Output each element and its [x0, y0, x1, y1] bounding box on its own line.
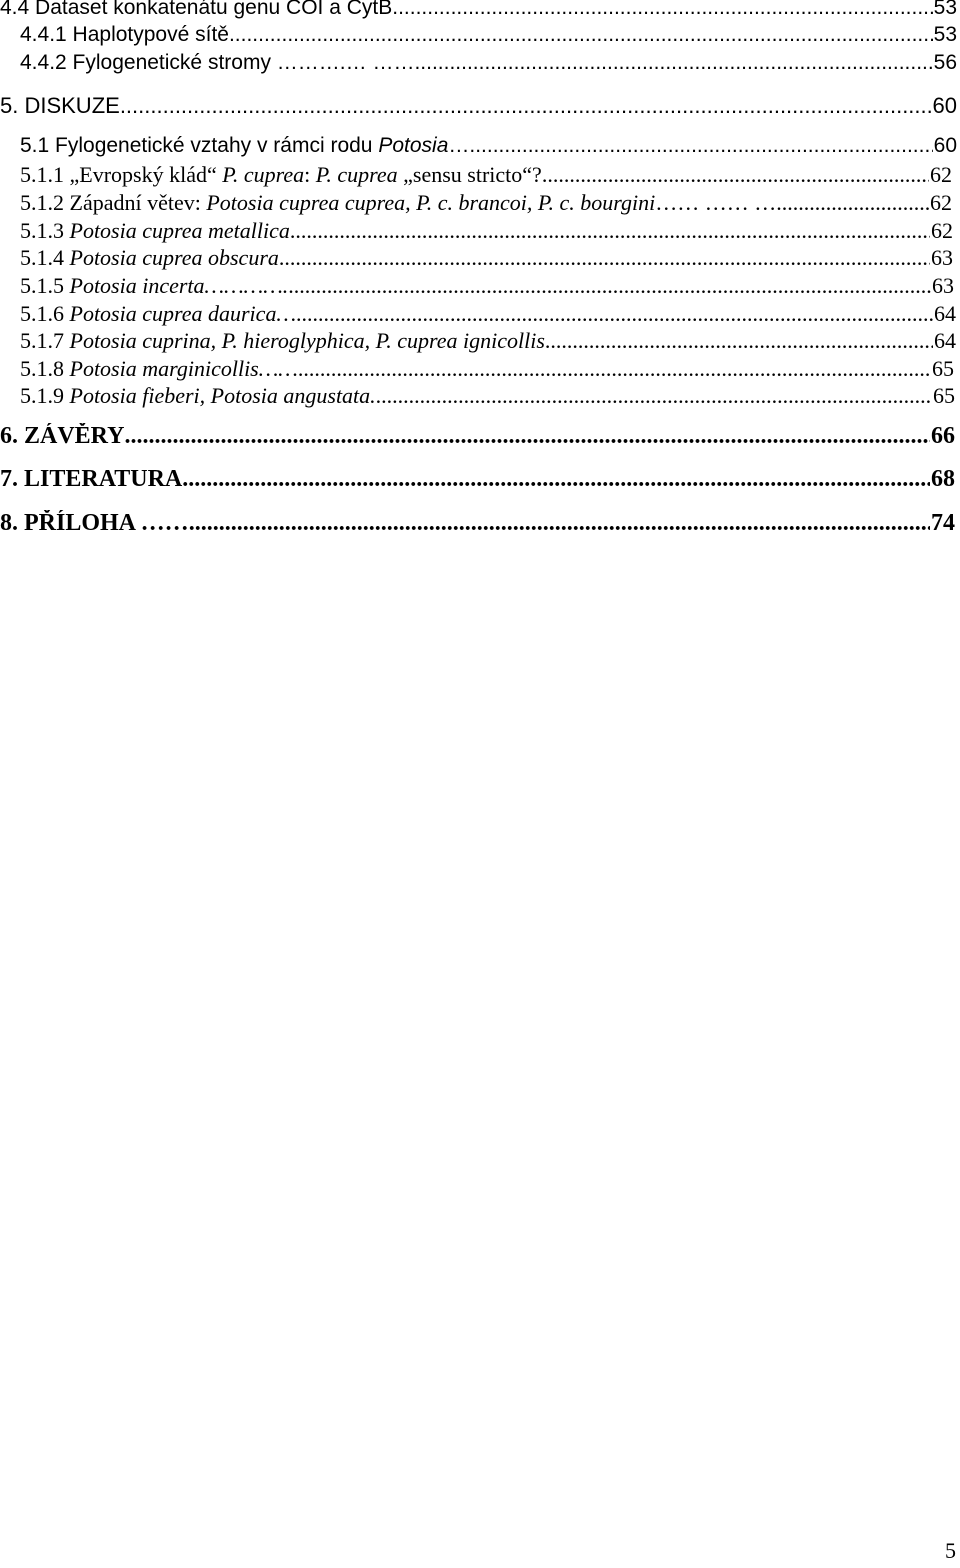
toc-entry-5-1-7[interactable]: 5.1.7 Potosia cuprina, P. hieroglyphica, P. cuprea ignicollis ..... 64	[0, 328, 956, 354]
toc-entry-4-4-1[interactable]: 4.4.1 Haplotypové sítě ..... 53	[0, 23, 957, 47]
toc-entry-5-1-8[interactable]: 5.1.8 Potosia marginicollis…… ..... 65	[0, 356, 954, 382]
toc-entry-5-1-5[interactable]: 5.1.5 Potosia incerta…………. ..... 63	[0, 273, 954, 299]
toc-entry-6[interactable]: 6. ZÁVĚRY ..... 66	[0, 423, 955, 450]
page-number: 5	[945, 1538, 956, 1563]
toc-entry-5-1-4[interactable]: 5.1.4 Potosia cuprea obscura ..... 63	[0, 245, 953, 271]
toc-entry-5-1-9[interactable]: 5.1.9 Potosia fieberi, Potosia angustata. ..... 65	[0, 383, 955, 409]
toc-entry-5-1-3[interactable]: 5.1.3 Potosia cuprea metallica ..... 62	[0, 218, 953, 244]
toc-entry-5[interactable]: 5. DISKUZE ..... 60	[0, 93, 957, 119]
toc-entry-5-1-6[interactable]: 5.1.6 Potosia cuprea daurica… ..... 64	[0, 301, 956, 327]
toc-entry-4-4[interactable]: 4.4 Dataset konkatenátu genu COI a CytB ..... 53	[0, 0, 957, 20]
toc-entry-5-1-1[interactable]: 5.1.1 „Evropský klád“ P. cuprea: P. cuprea „sensu stricto“? ..... 62	[0, 162, 952, 188]
toc-entry-4-4-2[interactable]: 4.4.2 Fylogenetické stromy ……….… …… ..... 56	[0, 51, 957, 75]
toc-entry-5-1[interactable]: 5.1 Fylogenetické vztahy v rámci rodu Potosia… ..... 60	[0, 134, 957, 158]
toc-entry-5-1-2[interactable]: 5.1.2 Západní větev: Potosia cuprea cuprea, P. c. brancoi, P. c. bourgini…… …… … ..... 62	[0, 190, 952, 216]
toc-entry-8[interactable]: 8. PŘÍLOHA …… ..... 74	[0, 510, 955, 537]
toc-entry-7[interactable]: 7. LITERATURA ..... 68	[0, 466, 955, 493]
